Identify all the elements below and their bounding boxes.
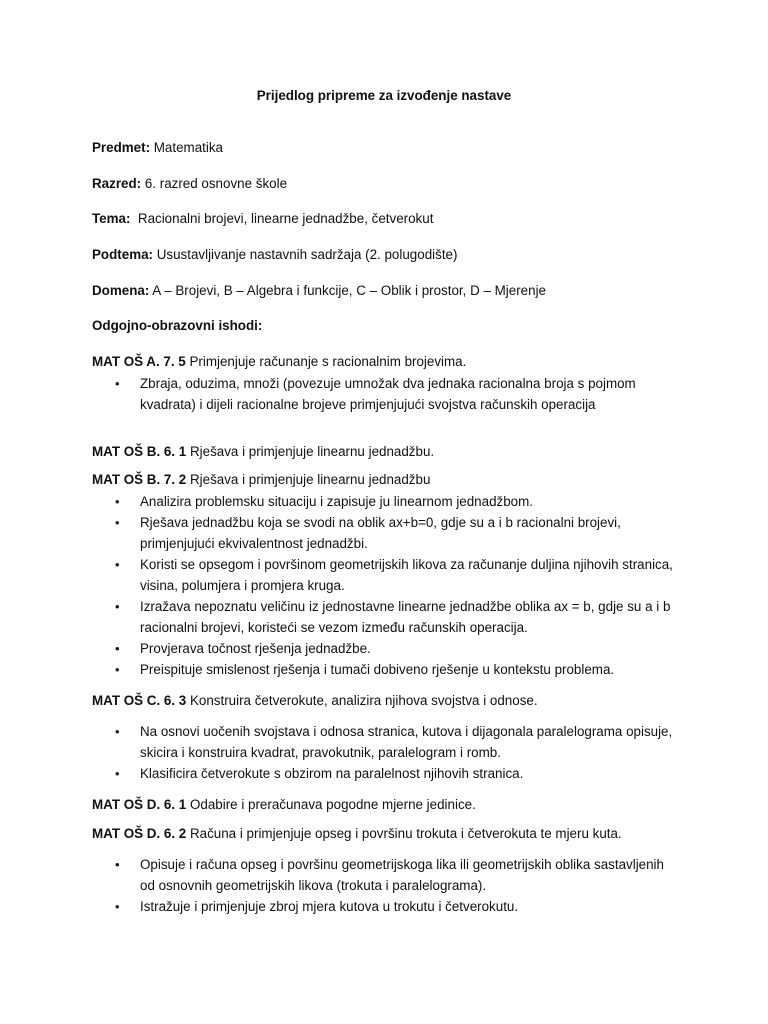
bullet-icon: • (115, 899, 120, 914)
bullet-icon: • (115, 557, 120, 572)
outcome-text: Rješava i primjenjuje linearnu jednadžbu (186, 472, 431, 487)
bullet-list-a (92, 373, 682, 415)
field-grade (92, 176, 287, 191)
field-value: Racionalni brojevi, linearne jednadžbe, četverokut (130, 211, 434, 226)
field-label: Predmet: (92, 140, 151, 155)
field-label: Domena: (92, 283, 150, 298)
document-title: Prijedlog pripreme za izvođenje nastave (256, 88, 512, 103)
list-item (92, 373, 682, 415)
bullet-icon: • (115, 662, 120, 677)
field-value: Matematika (150, 140, 223, 155)
outcome-code: MAT OŠ A. 7. 5 (92, 354, 186, 369)
outcome-b-6-1 (92, 444, 434, 459)
outcome-code: MAT OŠ B. 6. 1 (92, 444, 187, 459)
list-item-text: Opisuje i računa opseg i površinu geometrijskoga lika ili geometrijskih oblika sastavljenih od osnovnih geometrijskih likova (trokuta i paralelograma). (140, 857, 664, 893)
outcome-code: MAT OŠ B. 7. 2 (92, 472, 187, 487)
list-item-text: Koristi se opsegom i površinom geometrijskih likova za računanje duljina njihovih stranica, visina, polumjera i promjera kruga. (140, 557, 673, 593)
outcome-code: MAT OŠ C. 6. 3 (92, 693, 187, 708)
list-item (92, 896, 682, 917)
outcome-text: Računa i primjenjuje opseg i površinu trokuta i četverokuta te mjeru kuta. (186, 826, 622, 841)
field-topic (92, 211, 433, 226)
field-domain (92, 283, 546, 298)
bullet-icon: • (115, 857, 120, 872)
outcome-text: Konstruira četverokute, analizira njihova svojstva i odnose. (186, 693, 538, 708)
list-item (92, 512, 682, 554)
list-item-text: Istražuje i primjenjuje zbroj mjera kutova u trokutu i četverokutu. (140, 899, 519, 914)
list-item-text: Na osnovi uočenih svojstava i odnosa stranica, kutova i dijagonala paralelograma opisuje, skicira i konstruira kvadrat, pravokutnik, paralelogram i romb. (140, 724, 673, 760)
list-item (92, 596, 682, 638)
list-item (92, 638, 682, 659)
field-value: A – Brojevi, B – Algebra i funkcije, C – Oblik i prostor, D – Mjerenje (149, 283, 546, 298)
outcome-code: MAT OŠ D. 6. 1 (92, 797, 187, 812)
outcome-text: Rješava i primjenjuje linearnu jednadžbu. (186, 444, 435, 459)
list-item (92, 659, 682, 680)
outcome-a-7-5 (92, 354, 466, 369)
bullet-icon: • (115, 494, 120, 509)
outcome-c-6-3 (92, 693, 538, 708)
field-label: Podtema: (92, 247, 154, 262)
outcomes-heading: Odgojno-obrazovni ishodi: (92, 318, 263, 333)
outcome-d-6-1 (92, 797, 476, 812)
list-item-text: Analizira problemsku situaciju i zapisuje ju linearnom jednadžbom. (140, 494, 533, 509)
bullet-icon: • (115, 641, 120, 656)
list-item (92, 491, 682, 512)
bullet-icon: • (115, 724, 120, 739)
list-item-text: Zbraja, oduzima, množi (povezuje umnožak dva jednaka racionalna broja s pojmom kvadrata) i dijeli racionalne brojeve primjenjujući svojstva računskih operacija (140, 376, 636, 412)
list-item-text: Izražava nepoznatu veličinu iz jednostavne linearne jednadžbe oblika ax = b, gdje su a i b racionalni brojevi, koristeći se vezom između računskih operacija. (140, 599, 671, 635)
field-label: Razred: (92, 176, 142, 191)
list-item (92, 763, 682, 784)
field-subject (92, 140, 223, 155)
bullet-list-c (92, 721, 682, 784)
outcome-b-7-2 (92, 472, 430, 487)
outcome-code: MAT OŠ D. 6. 2 (92, 826, 187, 841)
bullet-icon: • (115, 599, 120, 614)
field-value: 6. razred osnovne škole (141, 176, 288, 191)
list-item-text: Preispituje smislenost rješenja i tumači dobiveno rješenje u kontekstu problema. (140, 662, 615, 677)
bullet-icon: • (115, 376, 120, 391)
list-item (92, 554, 682, 596)
outcome-text: Odabire i preračunava pogodne mjerne jedinice. (186, 797, 476, 812)
outcome-d-6-2 (92, 826, 622, 841)
list-item (92, 721, 682, 763)
bullet-icon: • (115, 766, 120, 781)
bullet-list-b (92, 491, 682, 680)
bullet-list-d (92, 854, 682, 917)
field-label: Tema: (92, 211, 131, 226)
list-item (92, 854, 682, 896)
list-item-text: Provjerava točnost rješenja jednadžbe. (140, 641, 371, 656)
list-item-text: Klasificira četverokute s obzirom na paralelnost njihovih stranica. (140, 766, 524, 781)
field-subtopic (92, 247, 457, 262)
outcome-text: Primjenjuje računanje s racionalnim brojevima. (185, 354, 467, 369)
bullet-icon: • (115, 515, 120, 530)
list-item-text: Rješava jednadžbu koja se svodi na oblik ax+b=0, gdje su a i b racionalni brojevi, primjenjujući ekvivalentnost jednadžbi. (140, 515, 621, 551)
field-value: Usustavljivanje nastavnih sadržaja (2. polugodište) (153, 247, 458, 262)
